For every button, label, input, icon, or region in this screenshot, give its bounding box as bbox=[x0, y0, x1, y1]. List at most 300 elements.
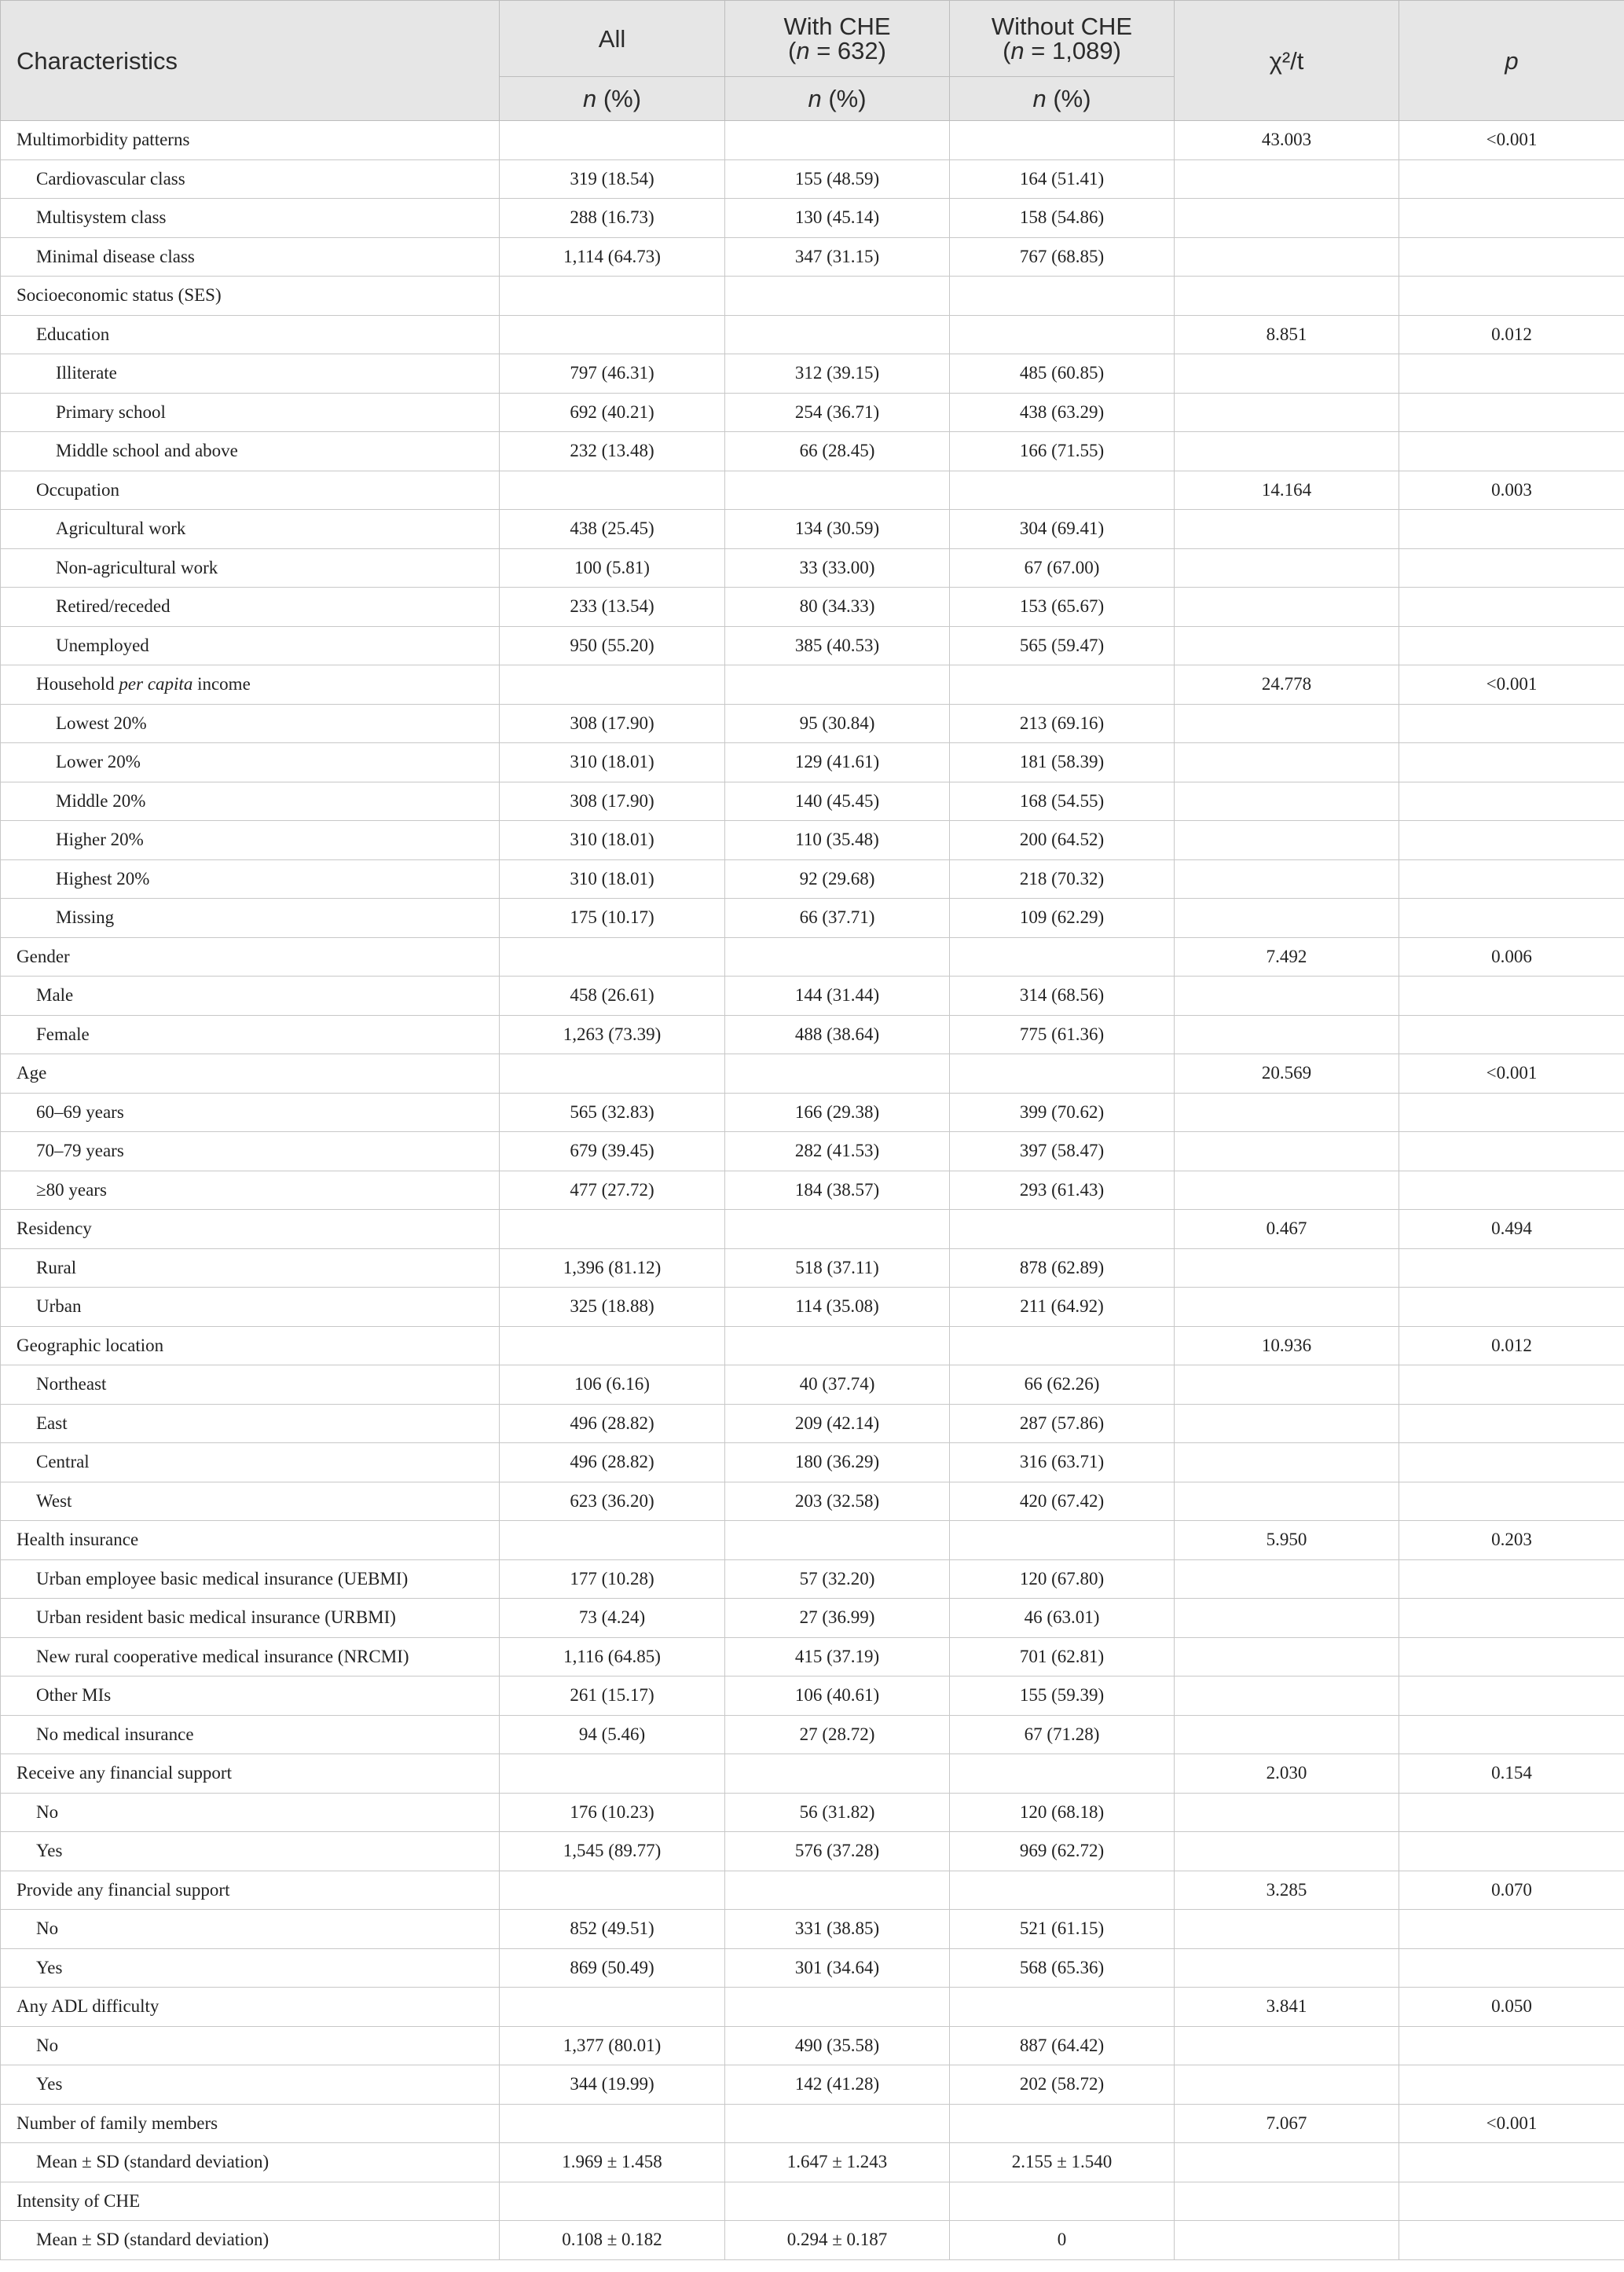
cell-chi-t: 7.492 bbox=[1175, 937, 1399, 977]
table-row bbox=[1, 2182, 1624, 2221]
cell-with-che bbox=[725, 315, 950, 354]
cell-all: 233 (13.54) bbox=[500, 588, 725, 627]
cell-chi-t bbox=[1175, 1637, 1399, 1677]
cell-all: 1,116 (64.85) bbox=[500, 1637, 725, 1677]
row-label: Male bbox=[1, 977, 500, 1016]
cell-without-che bbox=[950, 665, 1175, 705]
cell-with-che: 312 (39.15) bbox=[725, 354, 950, 394]
table-row bbox=[1, 1482, 1624, 1521]
table-row bbox=[1, 1637, 1624, 1677]
cell-all: 1,114 (64.73) bbox=[500, 237, 725, 277]
table-row bbox=[1, 1871, 1624, 1910]
cell-p-value bbox=[1399, 432, 1624, 471]
cell-chi-t bbox=[1175, 782, 1399, 821]
cell-chi-t: 10.936 bbox=[1175, 1326, 1399, 1365]
subheader-all-pct: (%) bbox=[596, 85, 642, 112]
table-row bbox=[1, 1715, 1624, 1754]
cell-p-value bbox=[1399, 548, 1624, 588]
cell-without-che: 568 (65.36) bbox=[950, 1948, 1175, 1988]
row-label: Retired/receded bbox=[1, 588, 500, 627]
cell-without-che: 202 (58.72) bbox=[950, 2065, 1175, 2105]
cell-with-che: 56 (31.82) bbox=[725, 1793, 950, 1832]
cell-with-che: 166 (29.38) bbox=[725, 1093, 950, 1132]
cell-without-che: 701 (62.81) bbox=[950, 1637, 1175, 1677]
row-label: Number of family members bbox=[1, 2104, 500, 2143]
table-row bbox=[1, 1288, 1624, 1327]
cell-without-che bbox=[950, 121, 1175, 160]
cell-chi-t bbox=[1175, 1365, 1399, 1405]
table-row bbox=[1, 1132, 1624, 1171]
cell-all: 177 (10.28) bbox=[500, 1559, 725, 1599]
cell-without-che: 399 (70.62) bbox=[950, 1093, 1175, 1132]
cell-all: 623 (36.20) bbox=[500, 1482, 725, 1521]
row-label: Northeast bbox=[1, 1365, 500, 1405]
cell-without-che: 153 (65.67) bbox=[950, 588, 1175, 627]
cell-with-che: 576 (37.28) bbox=[725, 1832, 950, 1871]
cell-all bbox=[500, 471, 725, 510]
cell-with-che bbox=[725, 1054, 950, 1094]
cell-with-che: 66 (37.71) bbox=[725, 899, 950, 938]
cell-all: 344 (19.99) bbox=[500, 2065, 725, 2105]
cell-p-value bbox=[1399, 393, 1624, 432]
table-row bbox=[1, 1443, 1624, 1482]
cell-all: 438 (25.45) bbox=[500, 510, 725, 549]
cell-all: 0.108 ± 0.182 bbox=[500, 2221, 725, 2260]
header-without-che bbox=[950, 1, 1175, 77]
cell-all bbox=[500, 1326, 725, 1365]
row-label: No bbox=[1, 2026, 500, 2065]
table-row bbox=[1, 199, 1624, 238]
table-row bbox=[1, 1988, 1624, 2027]
table-row bbox=[1, 2065, 1624, 2105]
subheader-with-pct: (%) bbox=[821, 85, 867, 112]
cell-p-value bbox=[1399, 1948, 1624, 1988]
cell-chi-t bbox=[1175, 159, 1399, 199]
cell-without-che: 213 (69.16) bbox=[950, 704, 1175, 743]
table-row bbox=[1, 977, 1624, 1016]
table-row bbox=[1, 626, 1624, 665]
cell-with-che: 110 (35.48) bbox=[725, 821, 950, 860]
cell-p-value bbox=[1399, 626, 1624, 665]
table-row bbox=[1, 1404, 1624, 1443]
cell-p-value bbox=[1399, 1715, 1624, 1754]
cell-all: 852 (49.51) bbox=[500, 1910, 725, 1949]
cell-all: 496 (28.82) bbox=[500, 1443, 725, 1482]
cell-all: 308 (17.90) bbox=[500, 782, 725, 821]
cell-chi-t bbox=[1175, 1910, 1399, 1949]
cell-all: 565 (32.83) bbox=[500, 1093, 725, 1132]
cell-chi-t bbox=[1175, 432, 1399, 471]
cell-without-che: 314 (68.56) bbox=[950, 977, 1175, 1016]
row-label: Highest 20% bbox=[1, 859, 500, 899]
cell-without-che: 166 (71.55) bbox=[950, 432, 1175, 471]
cell-chi-t bbox=[1175, 1559, 1399, 1599]
cell-chi-t bbox=[1175, 2182, 1399, 2221]
table-row bbox=[1, 159, 1624, 199]
cell-p-value bbox=[1399, 1443, 1624, 1482]
cell-p-value bbox=[1399, 237, 1624, 277]
cell-chi-t bbox=[1175, 821, 1399, 860]
cell-p-value: 0.154 bbox=[1399, 1754, 1624, 1794]
row-label: Gender bbox=[1, 937, 500, 977]
cell-p-value bbox=[1399, 1910, 1624, 1949]
cell-with-che bbox=[725, 277, 950, 316]
cell-without-che: 887 (64.42) bbox=[950, 2026, 1175, 2065]
cell-with-che: 57 (32.20) bbox=[725, 1559, 950, 1599]
cell-all: 73 (4.24) bbox=[500, 1599, 725, 1638]
cell-all bbox=[500, 2182, 725, 2221]
row-label: Education bbox=[1, 315, 500, 354]
row-label: Unemployed bbox=[1, 626, 500, 665]
cell-chi-t bbox=[1175, 548, 1399, 588]
cell-without-che: 775 (61.36) bbox=[950, 1015, 1175, 1054]
row-label: Geographic location bbox=[1, 1326, 500, 1365]
cell-with-che: 129 (41.61) bbox=[725, 743, 950, 782]
row-label-after: income bbox=[192, 674, 251, 694]
table-row bbox=[1, 121, 1624, 160]
subheader-without bbox=[950, 77, 1175, 121]
cell-without-che bbox=[950, 471, 1175, 510]
table-row bbox=[1, 2143, 1624, 2182]
table-row bbox=[1, 2026, 1624, 2065]
row-label: Central bbox=[1, 1443, 500, 1482]
cell-with-che bbox=[725, 1754, 950, 1794]
cell-without-che: 155 (59.39) bbox=[950, 1677, 1175, 1716]
row-label: No bbox=[1, 1910, 500, 1949]
cell-chi-t: 20.569 bbox=[1175, 1054, 1399, 1094]
row-label: Other MIs bbox=[1, 1677, 500, 1716]
cell-chi-t bbox=[1175, 2221, 1399, 2260]
cell-without-che: 438 (63.29) bbox=[950, 393, 1175, 432]
cell-chi-t bbox=[1175, 277, 1399, 316]
cell-without-che: 200 (64.52) bbox=[950, 821, 1175, 860]
table-row bbox=[1, 1793, 1624, 1832]
row-label: No bbox=[1, 1793, 500, 1832]
subheader-without-n: n bbox=[1032, 85, 1047, 112]
cell-all: 1,263 (73.39) bbox=[500, 1015, 725, 1054]
cell-with-che: 95 (30.84) bbox=[725, 704, 950, 743]
row-label: Female bbox=[1, 1015, 500, 1054]
row-label: Rural bbox=[1, 1248, 500, 1288]
cell-chi-t: 43.003 bbox=[1175, 121, 1399, 160]
header-chi-t: χ²/t bbox=[1175, 1, 1399, 121]
cell-without-che: 0 bbox=[950, 2221, 1175, 2260]
cell-all: 310 (18.01) bbox=[500, 821, 725, 860]
cell-p-value bbox=[1399, 1482, 1624, 1521]
row-label: Multimorbidity patterns bbox=[1, 121, 500, 160]
cell-with-che: 0.294 ± 0.187 bbox=[725, 2221, 950, 2260]
cell-chi-t: 7.067 bbox=[1175, 2104, 1399, 2143]
cell-chi-t bbox=[1175, 1171, 1399, 1210]
cell-without-che: 120 (68.18) bbox=[950, 1793, 1175, 1832]
cell-chi-t bbox=[1175, 1948, 1399, 1988]
table-row bbox=[1, 277, 1624, 316]
row-label: West bbox=[1, 1482, 500, 1521]
row-label: Provide any financial support bbox=[1, 1871, 500, 1910]
row-label: Residency bbox=[1, 1210, 500, 1249]
row-label: Middle school and above bbox=[1, 432, 500, 471]
row-label: Occupation bbox=[1, 471, 500, 510]
cell-without-che: 66 (62.26) bbox=[950, 1365, 1175, 1405]
header-p: p bbox=[1399, 1, 1624, 121]
cell-p-value: 0.070 bbox=[1399, 1871, 1624, 1910]
cell-p-value bbox=[1399, 2182, 1624, 2221]
cell-p-value: <0.001 bbox=[1399, 121, 1624, 160]
cell-with-che bbox=[725, 1871, 950, 1910]
cell-chi-t bbox=[1175, 354, 1399, 394]
cell-p-value bbox=[1399, 1288, 1624, 1327]
cell-without-che: 67 (71.28) bbox=[950, 1715, 1175, 1754]
cell-without-che bbox=[950, 1754, 1175, 1794]
cell-chi-t bbox=[1175, 2143, 1399, 2182]
cell-all: 679 (39.45) bbox=[500, 1132, 725, 1171]
cell-with-che: 331 (38.85) bbox=[725, 1910, 950, 1949]
cell-p-value bbox=[1399, 1677, 1624, 1716]
row-label: Health insurance bbox=[1, 1521, 500, 1560]
cell-p-value bbox=[1399, 977, 1624, 1016]
row-label: Non-agricultural work bbox=[1, 548, 500, 588]
row-label: Illiterate bbox=[1, 354, 500, 394]
cell-with-che: 80 (34.33) bbox=[725, 588, 950, 627]
cell-with-che: 134 (30.59) bbox=[725, 510, 950, 549]
cell-chi-t bbox=[1175, 2065, 1399, 2105]
row-label: Yes bbox=[1, 1832, 500, 1871]
cell-with-che: 180 (36.29) bbox=[725, 1443, 950, 1482]
cell-p-value bbox=[1399, 2026, 1624, 2065]
row-label: Urban bbox=[1, 1288, 500, 1327]
cell-all bbox=[500, 277, 725, 316]
row-label: Any ADL difficulty bbox=[1, 1988, 500, 2027]
cell-with-che: 518 (37.11) bbox=[725, 1248, 950, 1288]
table-row bbox=[1, 432, 1624, 471]
cell-all: 1,377 (80.01) bbox=[500, 2026, 725, 2065]
cell-without-che: 293 (61.43) bbox=[950, 1171, 1175, 1210]
table-row bbox=[1, 859, 1624, 899]
row-label-text: Household bbox=[36, 674, 119, 694]
cell-with-che bbox=[725, 2182, 950, 2221]
cell-p-value bbox=[1399, 2221, 1624, 2260]
cell-with-che: 27 (36.99) bbox=[725, 1599, 950, 1638]
cell-without-che: 46 (63.01) bbox=[950, 1599, 1175, 1638]
cell-without-che: 120 (67.80) bbox=[950, 1559, 1175, 1599]
table-row bbox=[1, 704, 1624, 743]
cell-with-che: 488 (38.64) bbox=[725, 1015, 950, 1054]
cell-without-che bbox=[950, 2182, 1175, 2221]
cell-p-value bbox=[1399, 159, 1624, 199]
cell-all bbox=[500, 315, 725, 354]
row-label: Mean ± SD (standard deviation) bbox=[1, 2143, 500, 2182]
cell-all: 869 (50.49) bbox=[500, 1948, 725, 1988]
table-row bbox=[1, 237, 1624, 277]
cell-without-che bbox=[950, 1054, 1175, 1094]
table-header bbox=[1, 1, 1624, 121]
cell-chi-t bbox=[1175, 626, 1399, 665]
cell-with-che: 254 (36.71) bbox=[725, 393, 950, 432]
cell-with-che bbox=[725, 1326, 950, 1365]
cell-chi-t bbox=[1175, 1132, 1399, 1171]
header-without-che-n-suffix: = 1,089) bbox=[1024, 37, 1121, 64]
cell-all bbox=[500, 1521, 725, 1560]
cell-chi-t bbox=[1175, 1599, 1399, 1638]
cell-p-value bbox=[1399, 1248, 1624, 1288]
cell-with-che bbox=[725, 471, 950, 510]
cell-all bbox=[500, 665, 725, 705]
cell-p-value: 0.012 bbox=[1399, 315, 1624, 354]
cell-without-che bbox=[950, 1210, 1175, 1249]
cell-without-che: 397 (58.47) bbox=[950, 1132, 1175, 1171]
cell-with-che: 142 (41.28) bbox=[725, 2065, 950, 2105]
table-row bbox=[1, 1171, 1624, 1210]
cell-chi-t bbox=[1175, 704, 1399, 743]
row-label: East bbox=[1, 1404, 500, 1443]
table-row bbox=[1, 743, 1624, 782]
cell-with-che: 144 (31.44) bbox=[725, 977, 950, 1016]
row-label: Mean ± SD (standard deviation) bbox=[1, 2221, 500, 2260]
cell-without-che: 211 (64.92) bbox=[950, 1288, 1175, 1327]
table-row bbox=[1, 937, 1624, 977]
row-label: Higher 20% bbox=[1, 821, 500, 860]
cell-chi-t bbox=[1175, 1793, 1399, 1832]
cell-chi-t: 5.950 bbox=[1175, 1521, 1399, 1560]
subheader-without-pct: (%) bbox=[1046, 85, 1091, 112]
cell-all: 325 (18.88) bbox=[500, 1288, 725, 1327]
cell-all bbox=[500, 2104, 725, 2143]
cell-chi-t bbox=[1175, 1248, 1399, 1288]
cell-with-che: 203 (32.58) bbox=[725, 1482, 950, 1521]
cell-with-che bbox=[725, 1521, 950, 1560]
cell-all: 106 (6.16) bbox=[500, 1365, 725, 1405]
cell-without-che: 565 (59.47) bbox=[950, 626, 1175, 665]
cell-with-che: 130 (45.14) bbox=[725, 199, 950, 238]
cell-p-value bbox=[1399, 510, 1624, 549]
cell-all: 176 (10.23) bbox=[500, 1793, 725, 1832]
cell-p-value bbox=[1399, 199, 1624, 238]
table-row bbox=[1, 2104, 1624, 2143]
header-with-che-n-suffix: = 632) bbox=[809, 37, 886, 64]
cell-chi-t bbox=[1175, 743, 1399, 782]
cell-chi-t bbox=[1175, 1443, 1399, 1482]
row-label: Missing bbox=[1, 899, 500, 938]
cell-p-value bbox=[1399, 1365, 1624, 1405]
cell-chi-t bbox=[1175, 1715, 1399, 1754]
cell-chi-t bbox=[1175, 199, 1399, 238]
cell-without-che: 168 (54.55) bbox=[950, 782, 1175, 821]
cell-chi-t bbox=[1175, 510, 1399, 549]
cell-all bbox=[500, 937, 725, 977]
table-row bbox=[1, 1559, 1624, 1599]
cell-all: 797 (46.31) bbox=[500, 354, 725, 394]
cell-with-che: 184 (38.57) bbox=[725, 1171, 950, 1210]
cell-without-che bbox=[950, 1871, 1175, 1910]
table-row bbox=[1, 1015, 1624, 1054]
table-row bbox=[1, 1210, 1624, 1249]
cell-without-che: 304 (69.41) bbox=[950, 510, 1175, 549]
table-row bbox=[1, 1093, 1624, 1132]
cell-with-che: 33 (33.00) bbox=[725, 548, 950, 588]
cell-without-che: 878 (62.89) bbox=[950, 1248, 1175, 1288]
table-row bbox=[1, 588, 1624, 627]
cell-p-value: 0.012 bbox=[1399, 1326, 1624, 1365]
row-label: Middle 20% bbox=[1, 782, 500, 821]
cell-p-value bbox=[1399, 2143, 1624, 2182]
row-label: New rural cooperative medical insurance (NRCMI) bbox=[1, 1637, 500, 1677]
cell-without-che: 164 (51.41) bbox=[950, 159, 1175, 199]
row-label: ≥80 years bbox=[1, 1171, 500, 1210]
table-row bbox=[1, 1326, 1624, 1365]
cell-with-che: 282 (41.53) bbox=[725, 1132, 950, 1171]
table-body bbox=[1, 121, 1624, 2260]
cell-chi-t bbox=[1175, 1404, 1399, 1443]
cell-p-value: 0.203 bbox=[1399, 1521, 1624, 1560]
cell-with-che: 1.647 ± 1.243 bbox=[725, 2143, 950, 2182]
cell-p-value: 0.494 bbox=[1399, 1210, 1624, 1249]
cell-p-value bbox=[1399, 588, 1624, 627]
cell-chi-t bbox=[1175, 1015, 1399, 1054]
cell-with-che bbox=[725, 1988, 950, 2027]
cell-without-che: 316 (63.71) bbox=[950, 1443, 1175, 1482]
subheader-all-n: n bbox=[582, 85, 597, 112]
cell-all: 458 (26.61) bbox=[500, 977, 725, 1016]
cell-chi-t bbox=[1175, 1482, 1399, 1521]
cell-p-value bbox=[1399, 1093, 1624, 1132]
header-without-che-n-prefix: ( bbox=[1003, 37, 1011, 64]
cell-without-che: 109 (62.29) bbox=[950, 899, 1175, 938]
cell-chi-t bbox=[1175, 2026, 1399, 2065]
header-with-che-n-prefix: ( bbox=[788, 37, 797, 64]
cell-chi-t bbox=[1175, 977, 1399, 1016]
cell-all: 175 (10.17) bbox=[500, 899, 725, 938]
cell-all: 94 (5.46) bbox=[500, 1715, 725, 1754]
cell-all: 1,545 (89.77) bbox=[500, 1832, 725, 1871]
header-with-che-title: With CHE bbox=[783, 13, 891, 40]
row-label: No medical insurance bbox=[1, 1715, 500, 1754]
cell-p-value: <0.001 bbox=[1399, 2104, 1624, 2143]
cell-all: 496 (28.82) bbox=[500, 1404, 725, 1443]
row-label: Lower 20% bbox=[1, 743, 500, 782]
cell-p-value bbox=[1399, 1637, 1624, 1677]
cell-chi-t bbox=[1175, 859, 1399, 899]
cell-without-che: 767 (68.85) bbox=[950, 237, 1175, 277]
cell-p-value: <0.001 bbox=[1399, 1054, 1624, 1094]
cell-p-value bbox=[1399, 743, 1624, 782]
cell-all bbox=[500, 1988, 725, 2027]
cell-with-che: 415 (37.19) bbox=[725, 1637, 950, 1677]
cell-without-che: 218 (70.32) bbox=[950, 859, 1175, 899]
row-label: Urban resident basic medical insurance (URBMI) bbox=[1, 1599, 500, 1638]
cell-p-value bbox=[1399, 704, 1624, 743]
cell-all: 319 (18.54) bbox=[500, 159, 725, 199]
cell-all bbox=[500, 1054, 725, 1094]
cell-p-value: <0.001 bbox=[1399, 665, 1624, 705]
cell-chi-t: 2.030 bbox=[1175, 1754, 1399, 1794]
cell-p-value bbox=[1399, 1599, 1624, 1638]
cell-all: 1.969 ± 1.458 bbox=[500, 2143, 725, 2182]
table-row bbox=[1, 315, 1624, 354]
cell-p-value bbox=[1399, 859, 1624, 899]
cell-chi-t: 14.164 bbox=[1175, 471, 1399, 510]
cell-all bbox=[500, 1754, 725, 1794]
table-row bbox=[1, 1832, 1624, 1871]
table-row bbox=[1, 1754, 1624, 1794]
cell-without-che: 420 (67.42) bbox=[950, 1482, 1175, 1521]
row-label: Cardiovascular class bbox=[1, 159, 500, 199]
cell-chi-t bbox=[1175, 1832, 1399, 1871]
cell-without-che bbox=[950, 2104, 1175, 2143]
cell-without-che: 2.155 ± 1.540 bbox=[950, 2143, 1175, 2182]
cell-without-che bbox=[950, 277, 1175, 316]
cell-all: 232 (13.48) bbox=[500, 432, 725, 471]
cell-without-che: 521 (61.15) bbox=[950, 1910, 1175, 1949]
